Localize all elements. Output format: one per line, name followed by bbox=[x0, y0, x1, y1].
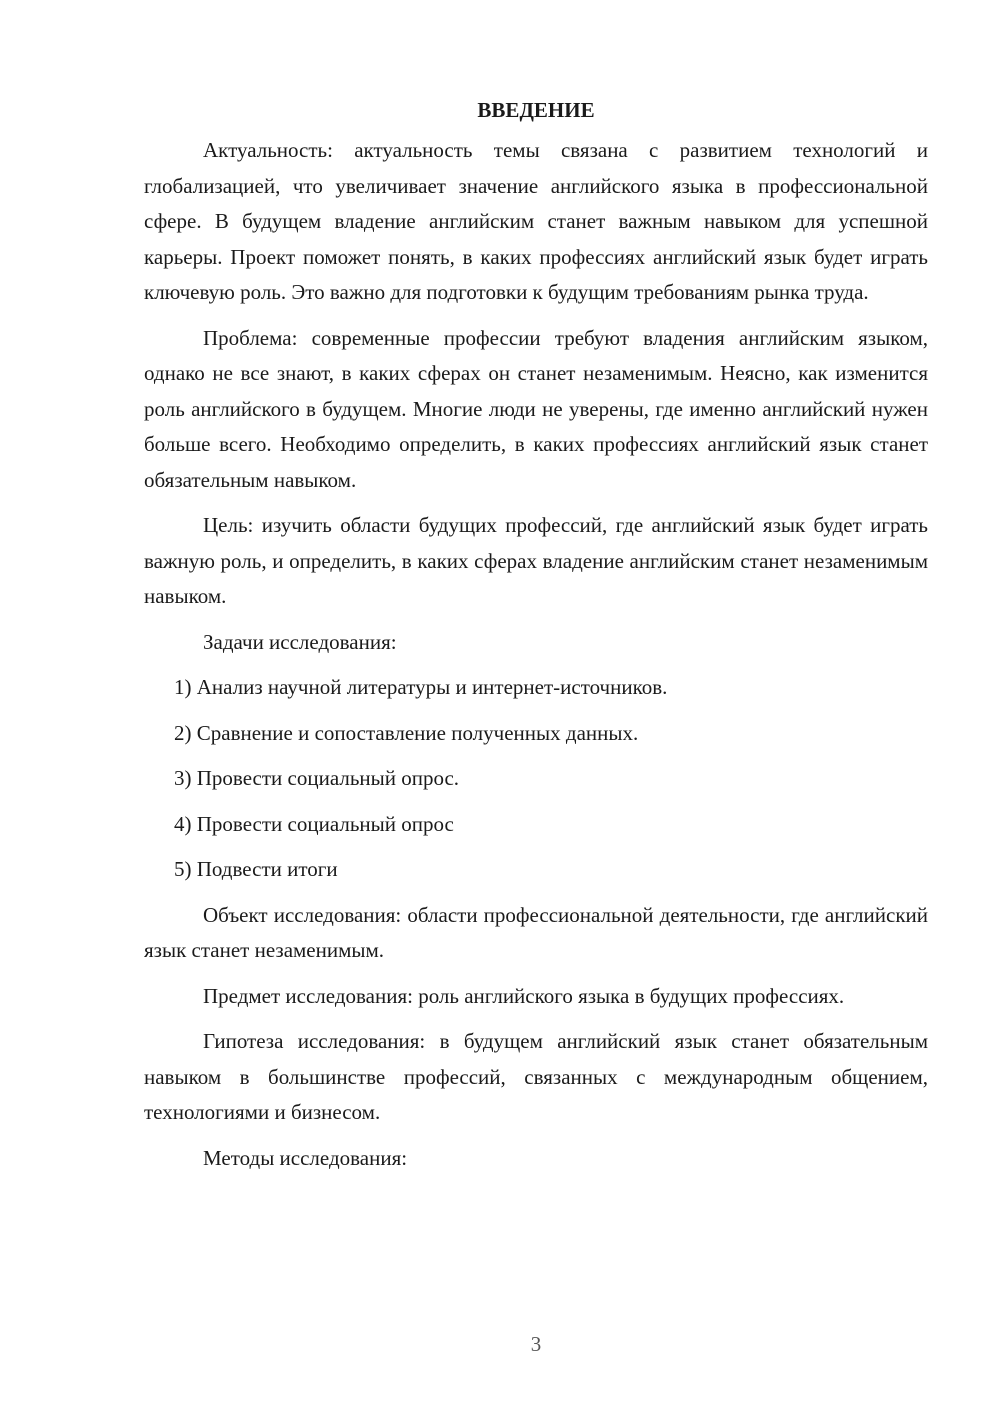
object-paragraph: Объект исследования: области профессиональной деятельности, где английский язык станет незаменимым. bbox=[144, 902, 928, 962]
task-item: 5) Подвести итоги bbox=[174, 857, 338, 881]
document-page bbox=[144, 92, 928, 1186]
section-heading: ВВЕДЕНИЕ bbox=[477, 98, 595, 122]
tasks-list bbox=[144, 670, 928, 888]
task-item: 4) Провести социальный опрос bbox=[174, 811, 454, 836]
goal-paragraph: Цель: изучить области будущих профессий, где английский язык будет играть важную роль, и определить, в каких сферах владение английским станет незаменимым навыком. bbox=[144, 513, 928, 608]
task-item: 1) Анализ научной литературы и интернет-источников. bbox=[174, 675, 668, 699]
hypothesis-paragraph: Гипотеза исследования: в будущем английский язык станет обязательным навыком в большинстве профессий, связанных с международным общением, технологиями и бизнесом. bbox=[144, 1029, 928, 1124]
methods-label: Методы исследования: bbox=[203, 1145, 408, 1170]
relevance-paragraph: Актуальность: актуальность темы связана с развитием технологий и глобализацией, что увеличивает значение английского языка в профессиональной сфере. В будущем владение английским станет важным навыком для успешной карьеры. Проект поможет понять, в каких профессиях английский язык будет играть ключевую роль. Это важно для подготовки к будущим требованиям рынка труда. bbox=[144, 138, 928, 304]
task-item: 3) Провести социальный опрос. bbox=[174, 766, 460, 790]
subject-paragraph: Предмет исследования: роль английского языка в будущих профессиях. bbox=[203, 983, 845, 1008]
problem-paragraph: Проблема: современные профессии требуют владения английским языком, однако не все знают, в каких сферах он станет незаменимым. Неясно, как изменится роль английского в будущем. Многие люди не уверены, где именно английский нужен больше всего. Необходимо определить, в каких профессиях английский язык станет обязательным навыком. bbox=[144, 325, 928, 492]
task-item: 2) Сравнение и сопоставление полученных данных. bbox=[174, 720, 639, 745]
tasks-label: Задачи исследования: bbox=[203, 629, 397, 654]
page-number: 3 bbox=[530, 1332, 542, 1356]
